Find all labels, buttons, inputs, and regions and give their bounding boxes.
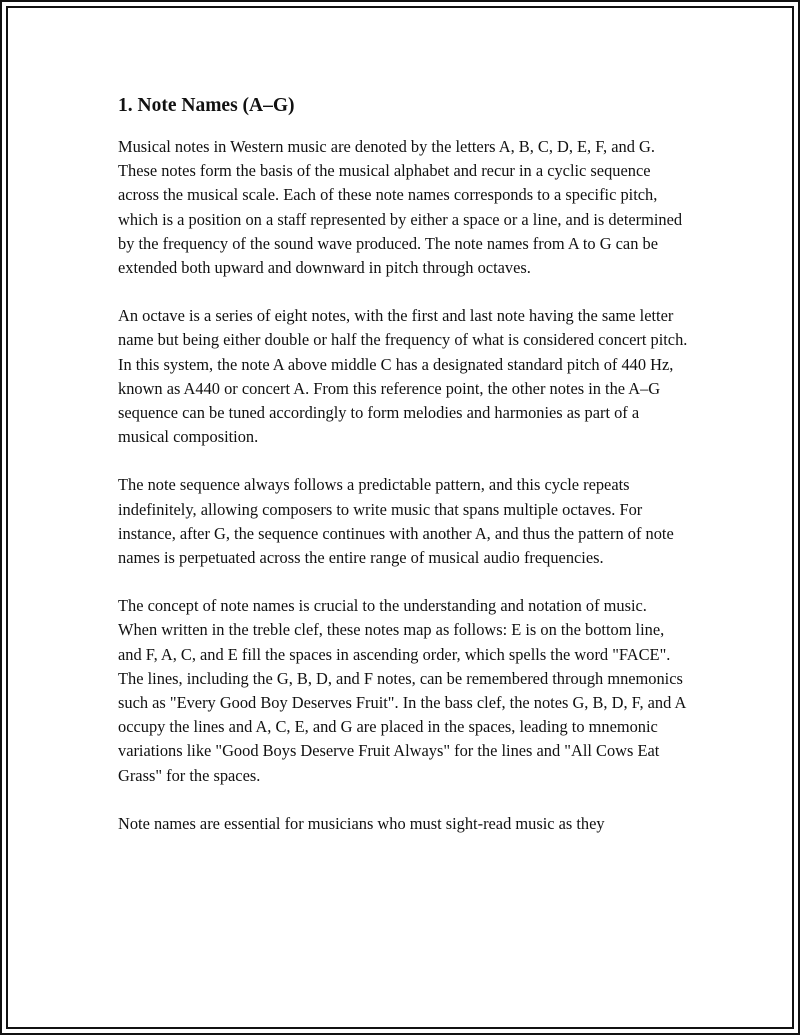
- paragraph-clefs: The concept of note names is crucial to the understanding and notation of music. When written in the treble clef, these notes map as follows: E is on the bottom line, and F, A, C, and E fill the spaces in ascending order, which spells the word "FACE". The lines, including the G, B, D, and F notes, can be remembered through mnemonics such as "Every Good Boy Deserves Fruit". In the bass clef, the notes G, B, D, F, and A occupy the lines and A, C, E, and G are placed in the spaces, leading to mnemonic variations like "Good Boys Deserve Fruit Always" for the lines and "All Cows Eat Grass" for the spaces.: [118, 596, 686, 785]
- document-body: [118, 92, 688, 860]
- paragraph-octave: An octave is a series of eight notes, with the first and last note having the same letter name but being either double or half the frequency of what is considered concert pitch. In this system, the note A above middle C has a designated standard pitch of 440 Hz, known as A440 or concert A. From this reference point, the other notes in the A–G sequence can be tuned accordingly to form melodies and harmonies as part of a musical composition.: [118, 306, 688, 447]
- paragraph-sight-reading: Note names are essential for musicians who must sight-read music as they: [118, 813, 605, 833]
- section-heading: 1. Note Names (A–G): [118, 95, 295, 116]
- paragraph-sequence: The note sequence always follows a predictable pattern, and this cycle repeats indefinitely, allowing composers to write music that spans multiple octaves. For instance, after G, the sequence continues with another A, and thus the pattern of note names is perpetuated across the entire range of musical audio frequencies.: [118, 475, 674, 568]
- paragraph-note-letters: Musical notes in Western music are denoted by the letters A, B, C, D, E, F, and G. These notes form the basis of the musical alphabet and recur in a cyclic sequence across the musical scale. Each of these note names corresponds to a specific pitch, which is a position on a staff represented by either a space or a line, and is determined by the frequency of the sound wave produced. The note names from A to G can be extended both upward and downward in pitch through octaves.: [118, 137, 683, 278]
